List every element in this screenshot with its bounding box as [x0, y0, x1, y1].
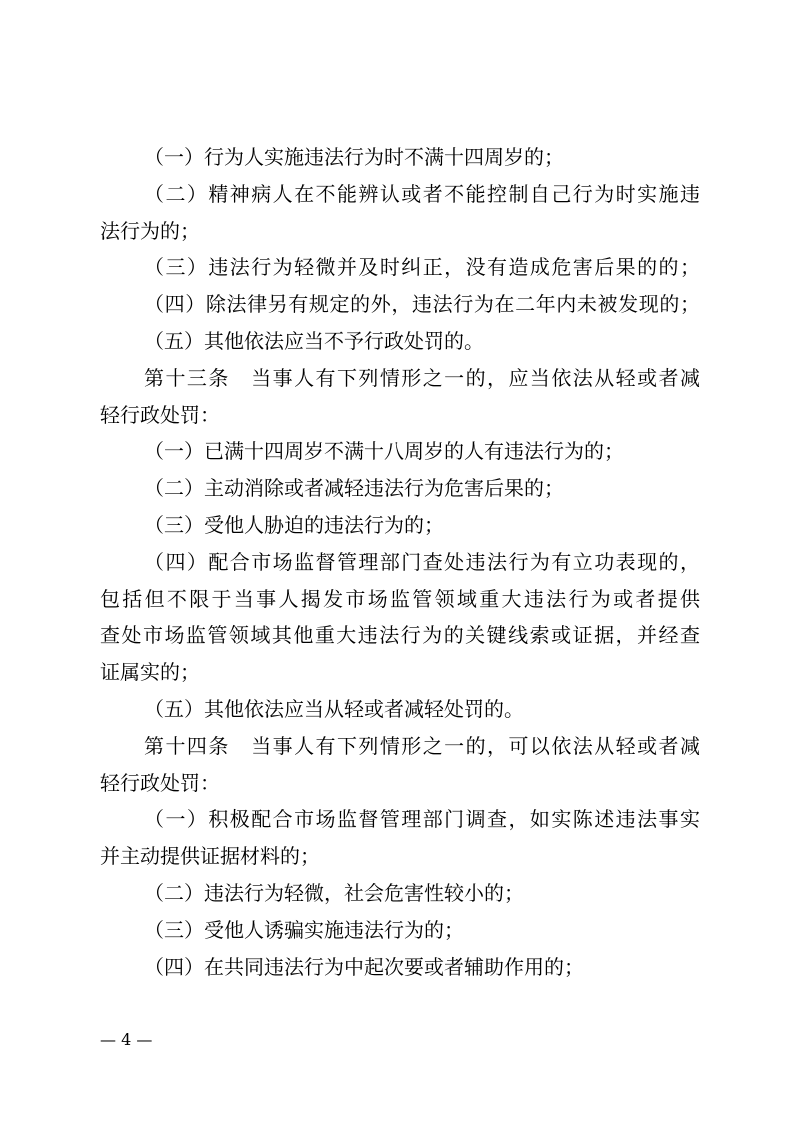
- document-body: [100, 139, 700, 985]
- paragraph-line: （三）违法行为轻微并及时纠正，没有造成危害后果的的；: [144, 255, 700, 280]
- paragraph-line: 包括但不限于当事人揭发市场监管领域重大违法行为或者提供: [100, 586, 700, 611]
- paragraph-line: 证属实的；: [100, 660, 200, 685]
- paragraph-line: （一）积极配合市场监督管理部门调查，如实陈述违法事实: [144, 807, 700, 832]
- paragraph-line: 轻行政处罚：: [100, 770, 220, 795]
- paragraph-line: （五）其他依法应当不予行政处罚的。: [144, 328, 484, 353]
- paragraph-line: （四）除法律另有规定的外，违法行为在二年内未被发现的；: [144, 292, 700, 317]
- article-heading-line: 第十四条 当事人有下列情形之一的，可以依法从轻或者减: [144, 733, 700, 758]
- paragraph-line: 轻行政处罚：: [100, 402, 220, 427]
- paragraph-line: （一）已满十四周岁不满十八周岁的人有违法行为的；: [144, 439, 624, 464]
- paragraph-line: （五）其他依法应当从轻或者减轻处罚的。: [144, 696, 524, 721]
- paragraph-line: （三）受他人胁迫的违法行为的；: [144, 512, 444, 537]
- paragraph-line: 查处市场监管领域其他重大违法行为的关键线索或证据，并经查: [100, 623, 700, 648]
- article-heading-line: 第十三条 当事人有下列情形之一的，应当依法从轻或者减: [144, 365, 700, 390]
- paragraph-line: （三）受他人诱骗实施违法行为的；: [144, 917, 464, 942]
- paragraph-line: （二）精神病人在不能辨认或者不能控制自己行为时实施违: [144, 181, 700, 206]
- paragraph-line: （四）在共同违法行为中起次要或者辅助作用的；: [144, 954, 584, 979]
- page-number: — 4 —: [100, 1030, 153, 1049]
- paragraph-line: 法行为的；: [100, 218, 200, 243]
- paragraph-line: （四）配合市场监督管理部门查处违法行为有立功表现的，: [144, 549, 700, 574]
- paragraph-line: （二）违法行为轻微，社会危害性较小的；: [144, 880, 524, 905]
- paragraph-line: （一）行为人实施违法行为时不满十四周岁的；: [144, 145, 564, 169]
- paragraph-line: （二）主动消除或者减轻违法行为危害后果的；: [144, 476, 564, 501]
- paragraph-line: 并主动提供证据材料的；: [100, 844, 320, 869]
